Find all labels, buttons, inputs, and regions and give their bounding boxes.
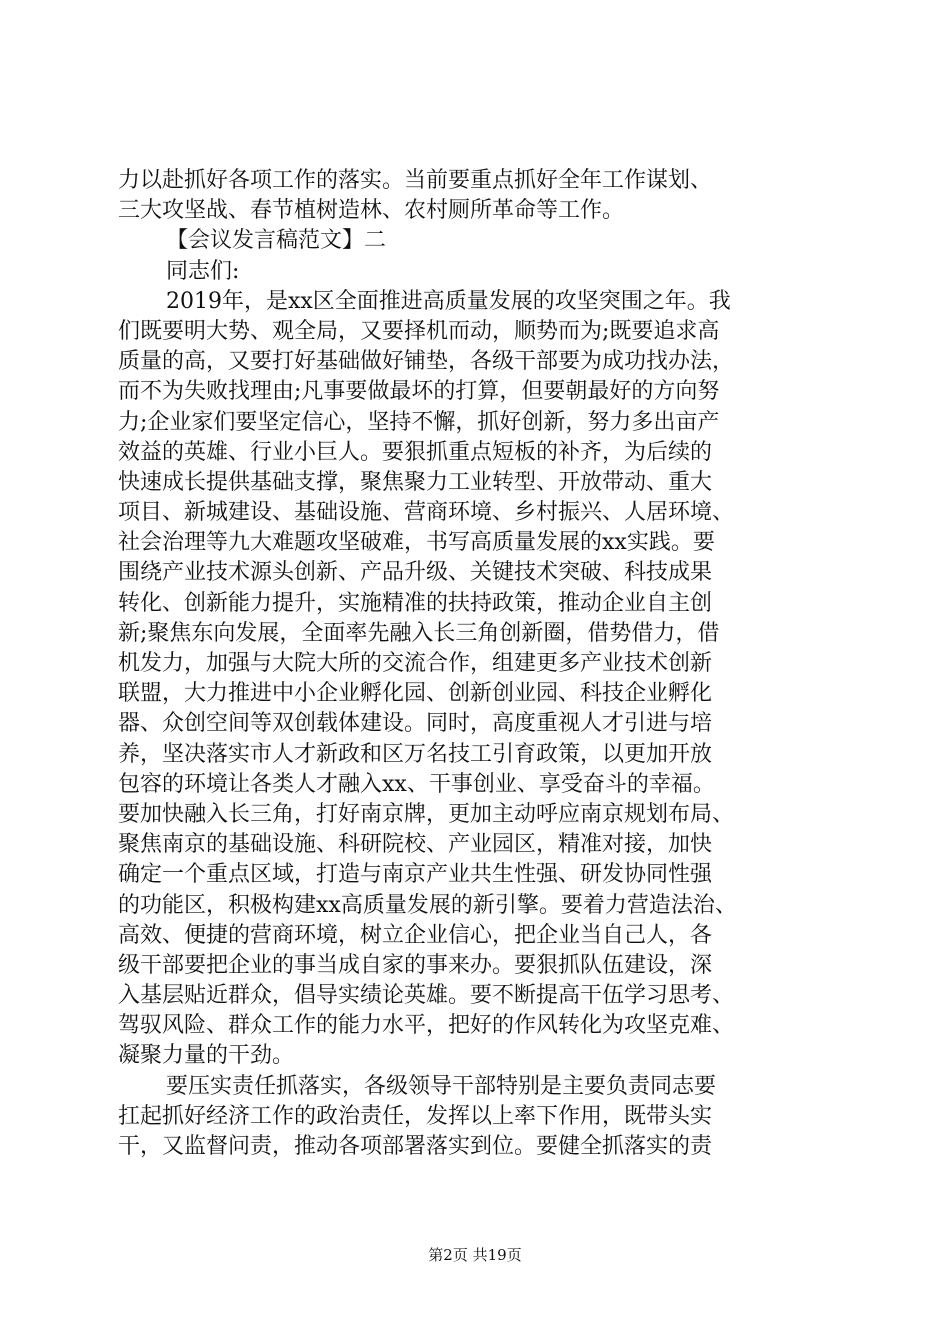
text-line: 转化、创新能力提升，实施精准的扶持政策，推动企业自主创	[118, 590, 713, 616]
text-line: 新;聚焦东向发展，全面率先融入长三角创新圈，借势借力，借	[118, 620, 720, 646]
text-line: 机发力，加强与大院大所的交流合作，组建更多产业技术创新	[118, 651, 713, 676]
text-line: 聚焦南京的基础设施、科研院校、产业园区，精准对接，加快	[118, 832, 713, 858]
text-line: 要加快融入长三角，打好南京牌，更加主动呼应南京规划布局、	[118, 801, 735, 827]
text-line: 质量的高，又要打好基础做好铺垫，各级干部要为成功找办法，	[118, 349, 735, 375]
text-line: 入基层贴近群众，倡导实绩论英雄。要不断提高干伍学习思考、	[118, 983, 735, 1009]
text-line: 三大攻坚战、春节植树造林、农村厕所革命等工作。	[118, 198, 625, 224]
text-line: 同志们:	[166, 258, 240, 284]
text-line: 力;企业家们要坚定信心，坚持不懈，抓好创新，努力多出亩产	[118, 409, 720, 435]
text-line: 项目、新城建设、基础设施、营商环境、乡村振兴、人居环境、	[118, 500, 735, 526]
text-line: 快速成长提供基础支撑，聚焦聚力工业转型、开放带动、重大	[118, 469, 713, 495]
text-line: 高效、便捷的营商环境，树立企业信心，把企业当自己人，各	[118, 922, 713, 948]
text-line: 社会治理等九大难题攻坚破难，书写高质量发展的xx实践。要	[118, 530, 715, 556]
text-line: 2019年，是xx区全面推进高质量发展的攻坚突围之年。我	[166, 288, 731, 314]
text-line: 们既要明大势、观全局，又要择机而动，顺势而为;既要追求高	[118, 318, 720, 344]
text-line: 凝聚力量的干劲。	[118, 1043, 295, 1069]
text-line: 联盟，大力推进中小企业孵化园、创新创业园、科技企业孵化	[118, 681, 713, 707]
text-line: 的功能区，积极构建xx高质量发展的新引擎。要着力营造法治、	[118, 892, 737, 918]
text-line: 【会议发言稿范文】二	[166, 228, 387, 254]
text-line: 级干部要把企业的事当成自家的事来办。要狠抓队伍建设，深	[118, 952, 713, 978]
text-line: 养，坚决落实市人才新政和区万名技工引育政策，以更加开放	[118, 741, 713, 767]
text-line: 确定一个重点区域，打造与南京产业共生性强、研发协同性强	[118, 862, 713, 888]
text-line: 力以赴抓好各项工作的落实。当前要重点抓好全年工作谋划、	[118, 168, 713, 193]
page-footer: 第2页 共19页	[428, 1246, 522, 1264]
text-line: 而不为失败找理由;凡事要做最坏的打算，但要朝最好的方向努	[118, 379, 720, 405]
text-line: 效益的英雄、行业小巨人。要狠抓重点短板的补齐，为后续的	[118, 439, 713, 465]
text-line: 器、众创空间等双创载体建设。同时，高度重视人才引进与培	[118, 711, 713, 737]
text-line: 围绕产业技术源头创新、产品升级、关键技术突破、科技成果	[118, 560, 713, 586]
text-line: 扛起抓好经济工作的政治责任，发挥以上率下作用，既带头实	[118, 1103, 713, 1129]
text-line: 干，又监督问责，推动各项部署落实到位。要健全抓落实的责	[118, 1134, 713, 1159]
text-line: 要压实责任抓落实，各级领导干部特别是主要负责同志要	[166, 1073, 717, 1099]
document-body	[118, 166, 840, 1162]
text-line: 驾驭风险、群众工作的能力水平，把好的作风转化为攻坚克难、	[118, 1013, 735, 1039]
text-line: 包容的环境让各类人才融入xx、干事创业、享受奋斗的幸福。	[118, 771, 715, 797]
